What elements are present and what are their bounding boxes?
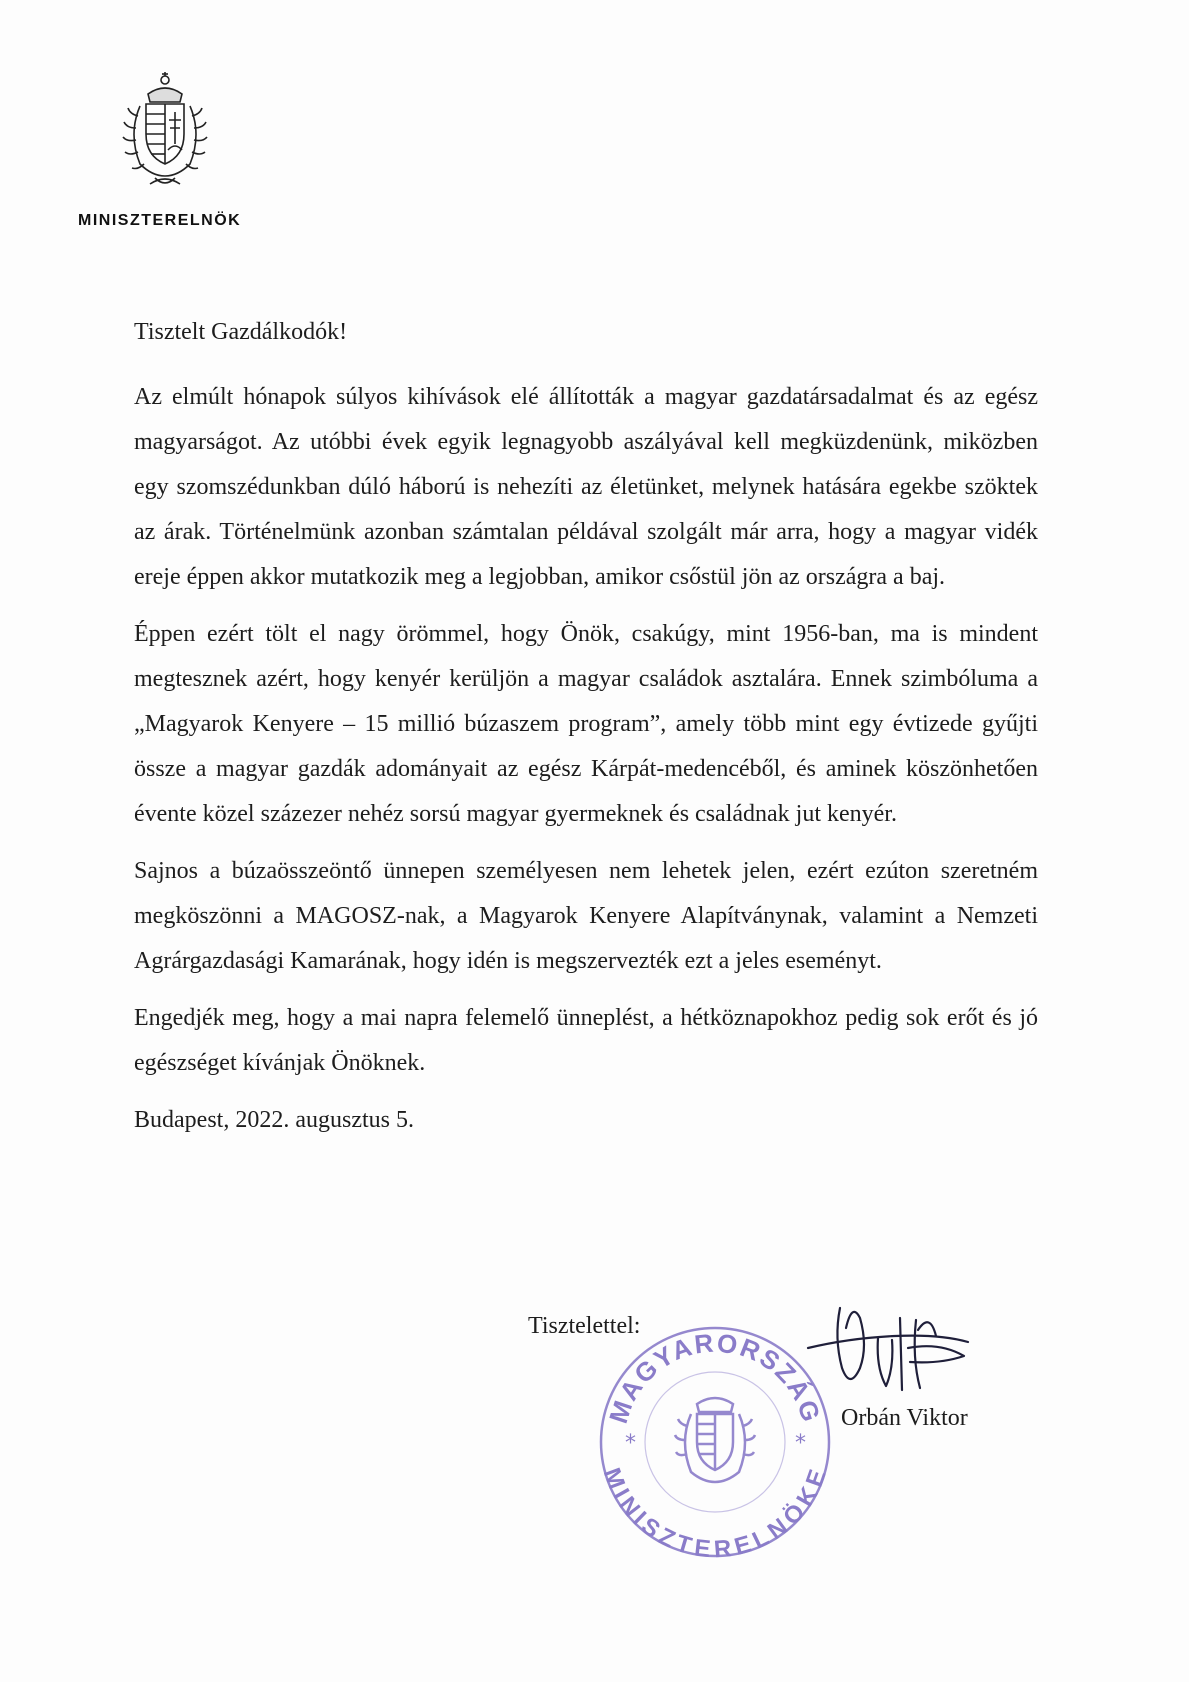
paragraph: Éppen ezért tölt el nagy örömmel, hogy Önök, csakúgy, mint 1956-ban, ma is mindent megtesznek azért, hogy kenyér kerüljön a magyar családok asztalára. Ennek szimbóluma a „Magyarok Kenyere – 15 millió búzaszem program”, amely több mint egy évtizede gyűjti össze a magyar gazdák adományait az egész Kárpát-medencéből, és aminek köszönhetően évente közel százezer nehéz sorsú magyar gyermeknek és családnak jut kenyér. (134, 621, 1038, 827)
paragraph: Sajnos a búzaösszeöntő ünnepen személyesen nem lehetek jelen, ezért ezúton szeretném megköszönni a MAGOSZ-nak, a Magyarok Kenyere Alapítványnak, valamint a Nemzeti Agrárgazdasági Kamarának, hogy idén is megszervezték ezt a jeles eseményt. (134, 858, 1038, 974)
stamp-star-left-icon: * (625, 1431, 636, 1456)
stamp-bottom-text: MINISZTERELNÖKE (597, 1464, 833, 1562)
svg-text:MINISZTERELNÖKE (598, 1464, 832, 1562)
letter-body (134, 310, 1038, 1143)
dateline: Budapest, 2022. augusztus 5. (134, 1107, 414, 1133)
stamp-top-text: MAGYARORSZÁG (603, 1327, 827, 1427)
closing: Tisztelettel: (528, 1313, 641, 1339)
stamp-star-right-icon: * (795, 1431, 806, 1456)
signer-name: Orbán Viktor (841, 1405, 968, 1431)
handwritten-signature (790, 1298, 990, 1408)
office-title: MINISZTERELNÖK (78, 212, 242, 229)
paragraph: Az elmúlt hónapok súlyos kihívások elé állították a magyar gazdatársadalmat és az egész magyarságot. Az utóbbi évek egyik legnagyobb aszályával kell megküzdenünk, miközben egy szomszédunkban dúló háború is nehezíti az életünket, melynek hatására egekbe szöktek az árak. Történelmünk azonban számtalan példával szolgált már arra, hogy a magyar vidék ereje éppen akkor mutatkozik meg a legjobban, amikor csőstül jön az országra a baj. (134, 384, 1038, 590)
salutation: Tisztelt Gazdálkodók! (134, 319, 348, 345)
hungarian-coat-of-arms-icon (110, 64, 220, 194)
paragraph: Engedjék meg, hogy a mai napra felemelő ünneplést, a hétköznapokhoz pedig sok erőt és jó egészséget kívánjak Önöknek. (134, 1005, 1038, 1076)
